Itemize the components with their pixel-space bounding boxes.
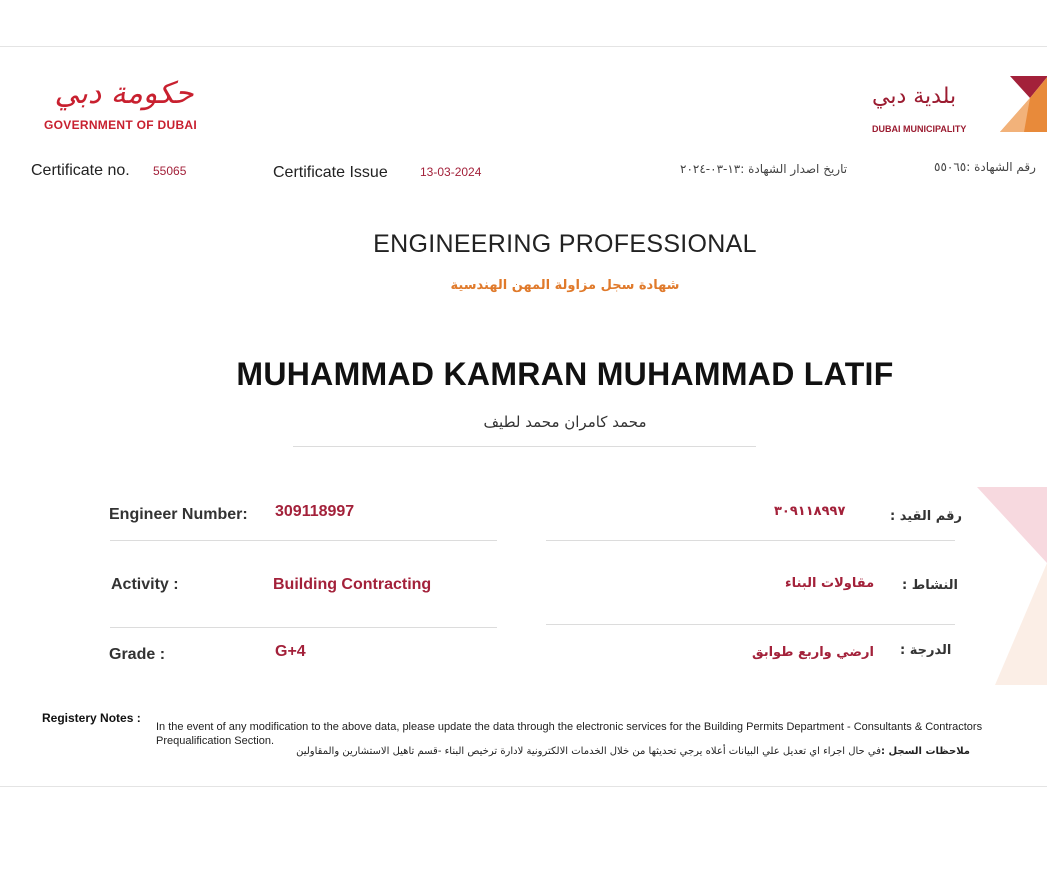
- certificate-no-arabic: رقم الشهادة :٥٥٠٦٥: [934, 160, 1036, 174]
- gov-logo-english: GOVERNMENT OF DUBAI: [44, 118, 198, 132]
- page-title: ENGINEERING PROFESSIONAL: [373, 230, 757, 258]
- gov-logo-arabic: حكومة دبي: [54, 76, 194, 111]
- dm-logo-mark-icon: [980, 74, 1047, 134]
- government-of-dubai-logo: [44, 74, 204, 132]
- row-divider: [546, 624, 955, 625]
- certificate-issue-label: Certificate Issue: [273, 164, 388, 181]
- holder-name-arabic: محمد كامران محمد لطيف: [483, 413, 647, 431]
- dm-logo-arabic: بلدية دبي: [872, 84, 957, 109]
- grade-label-arabic: الدرجة :: [900, 643, 952, 658]
- engineer-number-label-arabic: رقم القيد :: [890, 509, 962, 524]
- registry-notes-text-arabic: في حال اجراء اي تعديل علي البيانات أعلاه يرجي تحديثها من خلال الخدمات الالكترونية لادارة ترخيص البناء -قسم تاهيل الاستشارين والمقاولين: [296, 746, 881, 757]
- name-divider: [293, 446, 756, 447]
- page-subtitle-arabic: شهادة سجل مزاولة المهن الهندسية: [450, 278, 680, 293]
- grade-value: G+4: [275, 643, 306, 660]
- dubai-municipality-logo: [868, 74, 1047, 144]
- engineer-number-value-arabic: ٣٠٩١١٨٩٩٧: [774, 504, 846, 519]
- bottom-divider: [0, 786, 1047, 787]
- certificate-issue-arabic: تاريخ اصدار الشهادة :١٣-٠٣-٢٠٢٤: [680, 162, 848, 176]
- grade-label: Grade :: [109, 646, 166, 663]
- activity-value-arabic: مقاولات البناء: [785, 576, 875, 591]
- top-divider: [0, 46, 1047, 47]
- registry-notes-english: In the event of any modification to the above data, please update the data through the electronic services for the Building Permits Department - Consultants & Contractors Prequalification Section.: [156, 721, 983, 747]
- engineer-number-label: Engineer Number:: [109, 506, 248, 523]
- registry-notes-label-arabic: ملاحظات السجل :: [881, 746, 970, 757]
- certificate-no-label: Certificate no.: [31, 162, 130, 179]
- activity-value: Building Contracting: [273, 576, 432, 593]
- activity-label-arabic: النشاط :: [902, 578, 958, 593]
- row-divider: [110, 540, 497, 541]
- row-divider: [110, 627, 497, 628]
- decorative-corner-shape: [975, 485, 1047, 685]
- registry-notes-arabic: [150, 745, 970, 759]
- grade-value-arabic: ارضي واربع طوابق: [752, 645, 874, 660]
- engineer-number-value: 309118997: [275, 503, 355, 520]
- row-divider: [546, 540, 955, 541]
- registry-notes-label: Registery Notes :: [42, 711, 141, 725]
- certificate-issue-value: 13-03-2024: [420, 165, 482, 179]
- certificate-no-value: 55065: [153, 164, 187, 178]
- holder-name-english: MUHAMMAD KAMRAN MUHAMMAD LATIF: [236, 356, 894, 392]
- activity-label: Activity :: [111, 576, 179, 593]
- dm-logo-english: DUBAI MUNICIPALITY: [872, 124, 967, 134]
